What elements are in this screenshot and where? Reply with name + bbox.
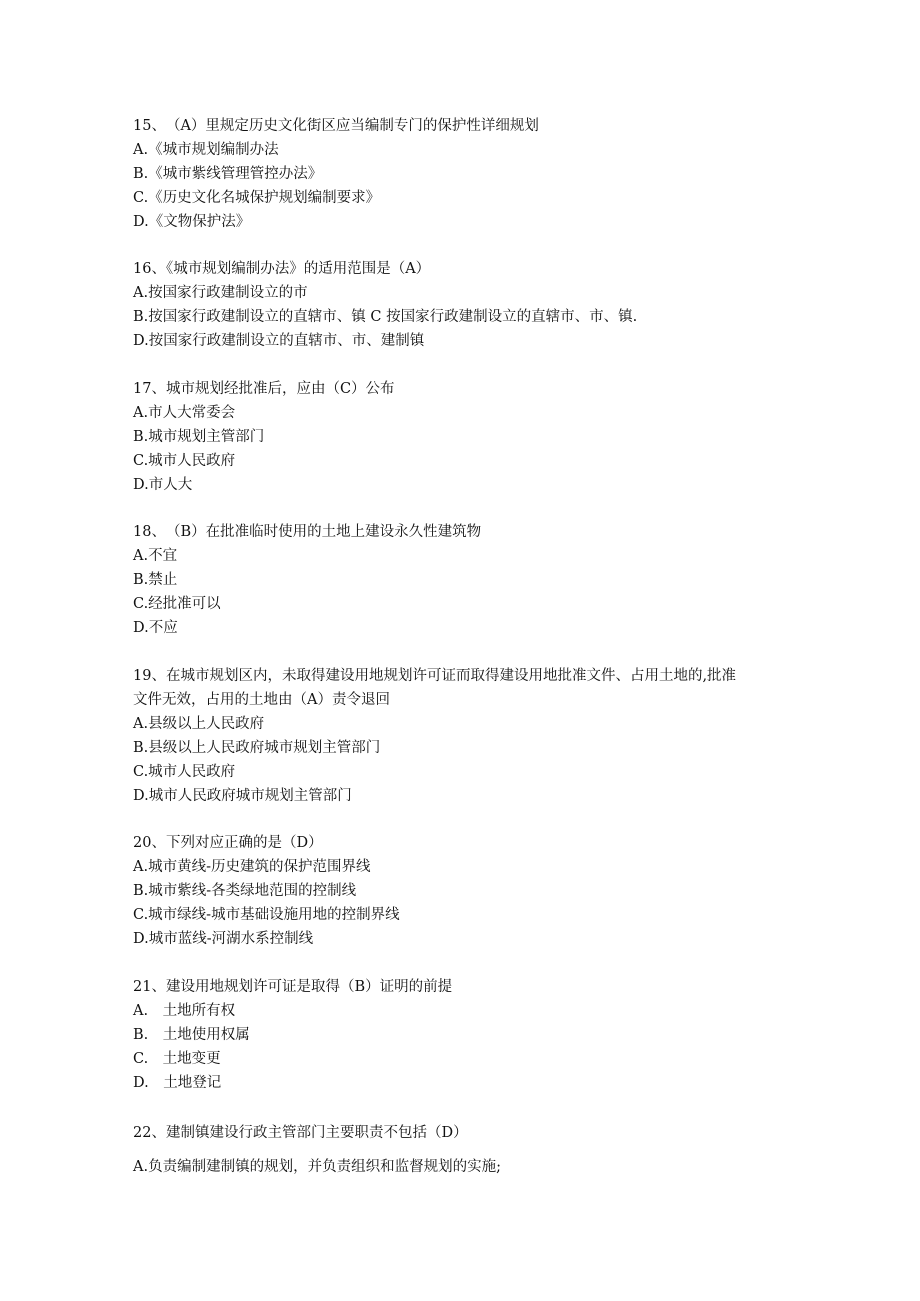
question-stem: 22、建制镇建设行政主管部门主要职责不包括（D） (133, 1125, 468, 1141)
option-a: A.市人大常委会 (133, 405, 236, 421)
option-b: B.县级以上人民政府城市规划主管部门 (133, 740, 381, 756)
option-c: C.《历史文化名城保护规划编制要求》 (133, 190, 381, 206)
question-stem-line-1: 19、在城市规划区内，未取得建设用地规划许可证而取得建设用地批准文件、占用土地的,批准 (133, 668, 737, 684)
option-a: A. 土地所有权 (133, 1003, 236, 1019)
question-18 (133, 520, 793, 640)
option-a: A.县级以上人民政府 (133, 716, 265, 732)
option-b-c: B.按国家行政建制设立的直辖市、镇 C 按国家行政建制设立的直辖市、市、镇. (133, 309, 638, 325)
option-a: A.负责编制建制镇的规划，并负责组织和监督规划的实施; (133, 1159, 501, 1175)
question-17 (133, 377, 793, 497)
question-21 (133, 975, 793, 1095)
option-c: C.城市绿线-城市基础设施用地的控制界线 (133, 907, 400, 923)
question-19 (133, 664, 793, 808)
option-b: B.《城市紫线管理管控办法》 (133, 166, 323, 182)
option-b: B. 土地使用权属 (133, 1027, 250, 1043)
option-b: B.城市紫线-各类绿地范围的控制线 (133, 883, 357, 899)
option-d: D.城市人民政府城市规划主管部门 (133, 788, 352, 804)
question-22 (133, 1121, 793, 1179)
question-stem: 17、城市规划经批准后，应由（C）公布 (133, 381, 395, 397)
question-stem: 16、《城市规划编制办法》的适用范围是（A） (133, 261, 431, 277)
option-d: D.《文物保护法》 (133, 214, 251, 230)
option-c: C.经批准可以 (133, 596, 221, 612)
option-b: B.城市规划主管部门 (133, 429, 265, 445)
option-c: C.城市人民政府 (133, 764, 236, 780)
option-d: D.按国家行政建制设立的直辖市、市、建制镇 (133, 333, 425, 349)
question-16 (133, 257, 793, 353)
option-a: A.按国家行政建制设立的市 (133, 285, 308, 301)
option-d: D.市人大 (133, 477, 193, 493)
question-stem: 20、下列对应正确的是（D） (133, 835, 323, 851)
question-20 (133, 831, 793, 951)
option-c: C.城市人民政府 (133, 453, 236, 469)
option-a: A.《城市规划编制办法 (133, 142, 279, 158)
option-c: C. 土地变更 (133, 1051, 221, 1067)
question-stem: 21、建设用地规划许可证是取得（B）证明的前提 (133, 979, 453, 995)
question-15 (133, 114, 793, 234)
option-b: B.禁止 (133, 572, 178, 588)
option-d: D.不应 (133, 620, 178, 636)
option-a: A.不宜 (133, 548, 178, 564)
option-d: D.城市蓝线-河湖水系控制线 (133, 931, 314, 947)
option-a: A.城市黄线-历史建筑的保护范围界线 (133, 859, 371, 875)
question-stem: 18、 （B）在批准临时使用的土地上建设永久性建筑物 (133, 524, 482, 540)
question-stem: 15、 （A）里规定历史文化街区应当编制专门的保护性详细规划 (133, 118, 539, 134)
option-d: D. 土地登记 (133, 1075, 222, 1091)
question-stem-line-2: 文件无效，占用的土地由（A）责令退回 (133, 692, 390, 708)
